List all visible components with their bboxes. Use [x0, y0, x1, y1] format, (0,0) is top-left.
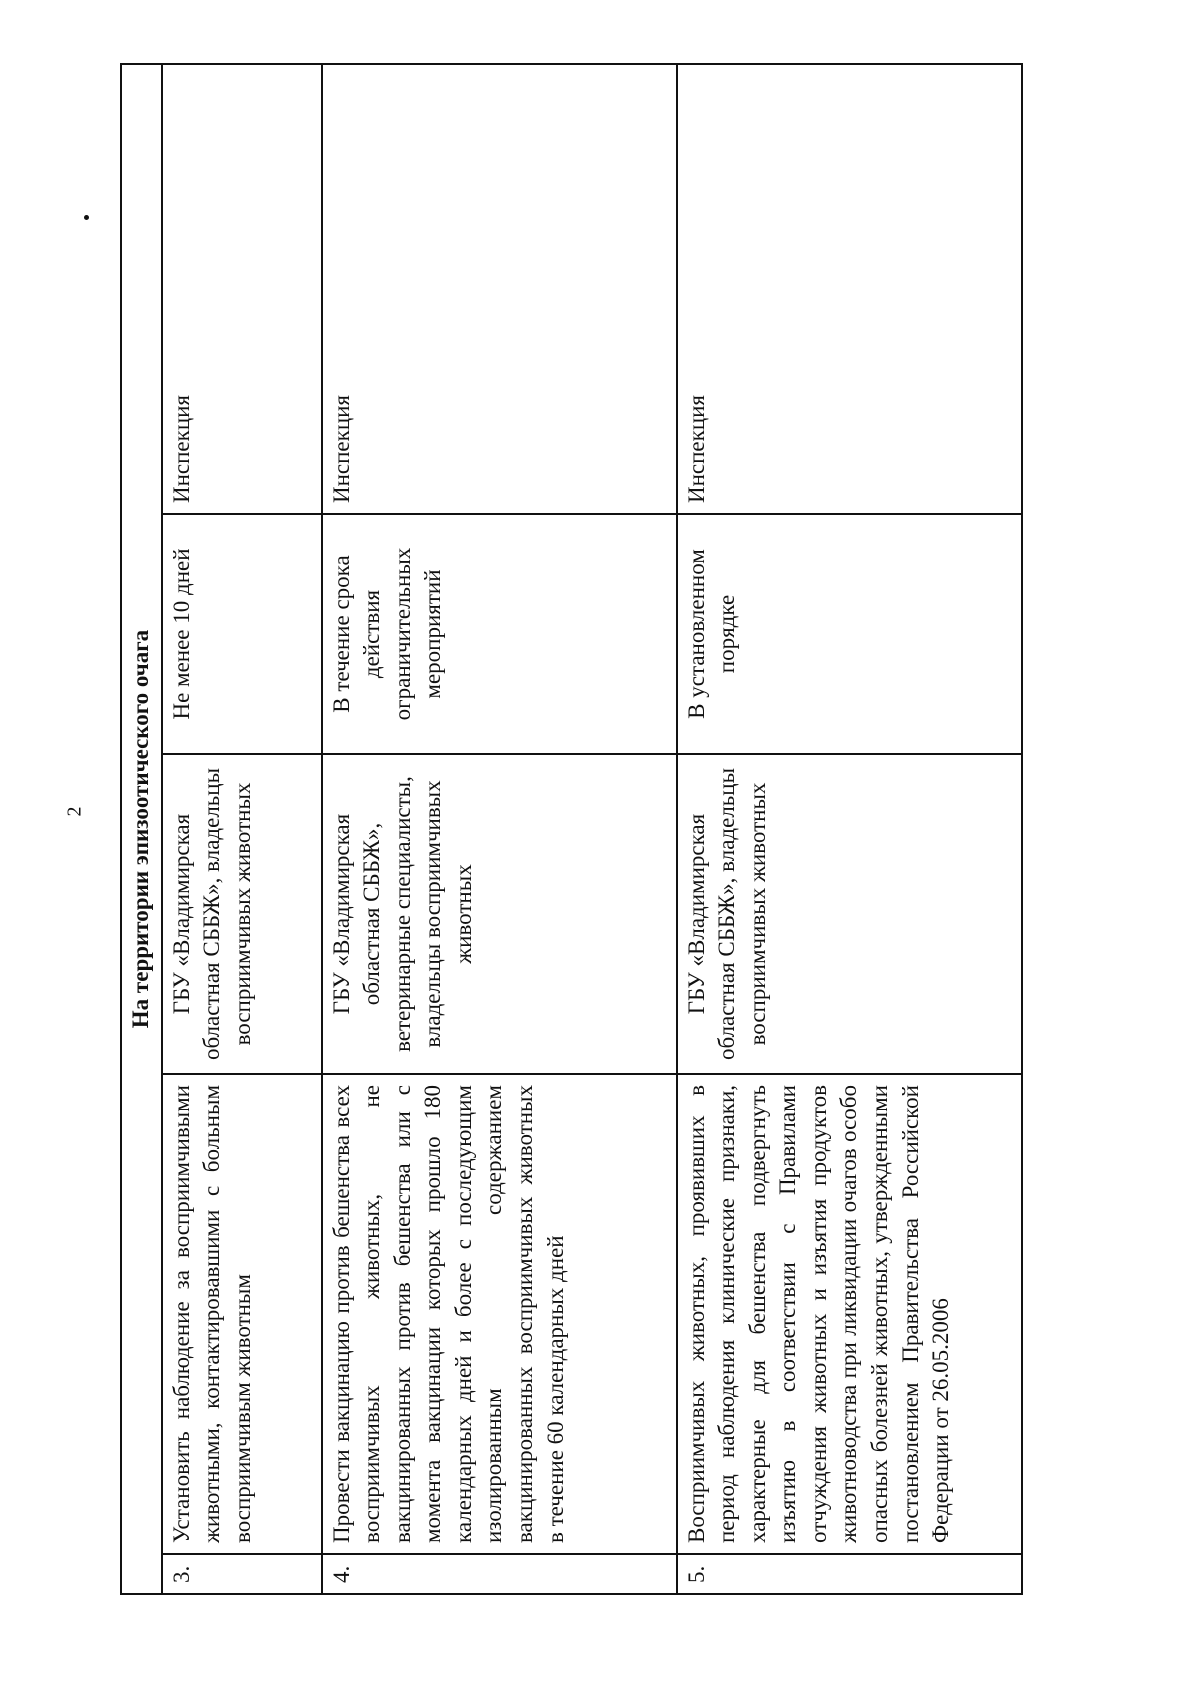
responsible-cell: Инспекция	[162, 64, 322, 514]
responsible-cell: Инспекция	[677, 64, 1022, 514]
row-number: 5.	[677, 1554, 1022, 1594]
executors-cell: ГБУ «Владимирская областная СББЖ», владельцы восприимчивых животных	[162, 754, 322, 1074]
scan-speck	[84, 215, 89, 220]
table-row	[677, 64, 1022, 1594]
page-number: 2	[63, 806, 86, 817]
measure-cell: Провести вакцинацию против бешенства всех восприимчивых животных, не вакцинированных против бешенства или с момента вакцинации которых прошло 180 календарных дней и более с последующим изолированным содержанием вакцинированных восприимчивых животных в течение 60 календарных дней	[322, 1074, 677, 1554]
section-title: На территории эпизоотического очага	[121, 64, 162, 1594]
section-header-row	[121, 64, 162, 1594]
measure-cell: Восприимчивых животных, проявивших в период наблюдения клинические признаки, характерные для бешенства подвергнуть изъятию в соответствии с Правилами отчуждения животных и изъятия продуктов животноводства при ликвидации очагов особо опасных болезней животных, утвержденными постановлением Правительства Российской Федерации от 26.05.2006	[677, 1074, 1022, 1554]
table-row	[322, 64, 677, 1594]
measures-table	[120, 63, 1023, 1595]
executors-cell: ГБУ «Владимирская областная СББЖ», владельцы восприимчивых животных	[677, 754, 1022, 1074]
rotated-page-content	[120, 65, 1000, 1595]
term-cell: Не менее 10 дней	[162, 514, 322, 754]
row-number: 3.	[162, 1554, 322, 1594]
measure-cell: Установить наблюдение за восприимчивыми животными, контактировавшими с больным восприимчивым животным	[162, 1074, 322, 1554]
table-row	[162, 64, 322, 1594]
responsible-cell: Инспекция	[322, 64, 677, 514]
row-number: 4.	[322, 1554, 677, 1594]
executors-cell: ГБУ «Владимирская областная СББЖ», ветеринарные специалисты, владельцы восприимчивых животных	[322, 754, 677, 1074]
term-cell: В установленном порядке	[677, 514, 1022, 754]
term-cell: В течение срока действия ограничительных мероприятий	[322, 514, 677, 754]
